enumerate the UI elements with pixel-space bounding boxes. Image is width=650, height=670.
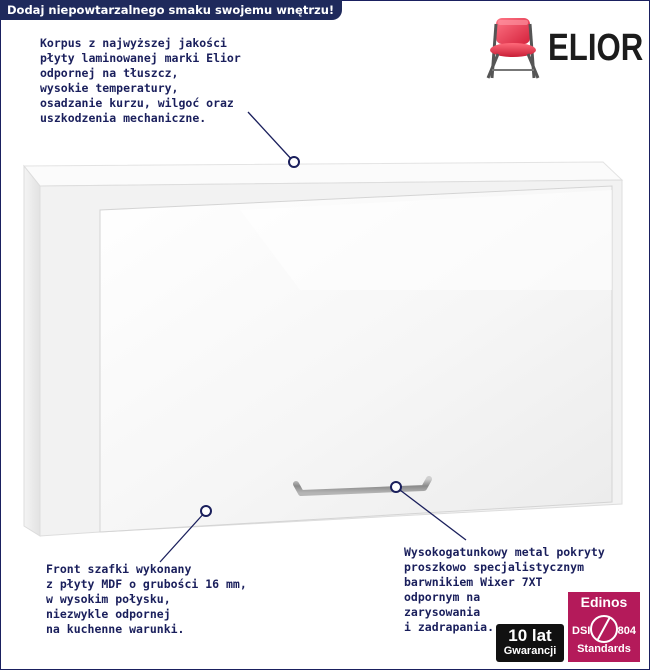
korpus-leader [248,112,294,162]
edinos-name: Edinos [580,594,628,610]
edinos-standards: Standards [577,643,631,655]
korpus-marker [289,157,299,167]
callout-metal: Wysokogatunkowy metal pokryty proszkowo specjalistycznym barwnikiem Wixer 7XT odpornym na zarysowania i zadrapania. [404,545,605,634]
metal-marker [391,482,401,492]
callout-front: Front szafki wykonany z płyty MDF o grubości 16 mm, w wysokim połysku, niezwykle odpornej na kuchenne warunki. [46,562,247,636]
warranty-label: Gwarancji [503,645,557,657]
front-marker [201,506,211,516]
logo-wordmark: ELIOR [548,27,644,69]
headline-banner: Dodaj niepowtarzalnego smaku swojemu wnętrzu! [0,0,342,20]
warranty-years: 10 lat [508,626,552,645]
edinos-number: 804 [617,625,636,637]
warranty-badge [496,624,564,662]
cabinet-side [24,166,40,536]
edinos-badge [568,592,640,662]
callout-korpus: Korpus z najwyższej jakości płyty laminowanej marki Elior odpornej na tłuszcz, wysokie temperatury, osadzanie kurzu, wilgoć oraz uszkodzenia mechaniczne. [40,36,241,125]
edinos-dsi: DSI [572,625,591,637]
